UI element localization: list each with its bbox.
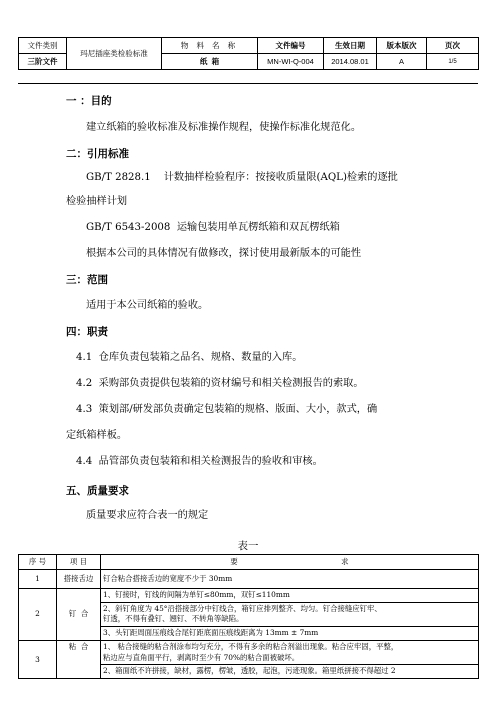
section-3-heading: 三：范围	[66, 274, 108, 286]
effective-date-label: 生效日期	[324, 38, 377, 54]
section-1-heading: 一 ：目的	[66, 95, 112, 107]
section-3-text: 适用于本公司纸箱的验收。	[86, 300, 209, 311]
duty-4-3-cont: 定纸箱样板。	[66, 430, 128, 441]
section-2-heading: 二：引用标准	[66, 148, 129, 160]
row-2-no: 2	[19, 589, 57, 641]
standard-note: 根据本公司的具体情况有做修改，探讨使用最新版本的可能性	[86, 248, 362, 259]
table-row	[19, 589, 479, 603]
standard-gbt2828: GB/T 2828.1 计数抽样检验程序：按接收质量限(AQL)检索的逐批	[86, 172, 398, 183]
header-divider	[18, 83, 478, 84]
section-4-heading: 四：职责	[66, 326, 108, 338]
standard-gbt2828-cont: 检验抽样计划	[66, 196, 128, 207]
row-3-item: 粘 合	[57, 640, 101, 678]
col-header-no: 序 号	[19, 555, 57, 570]
duty-4-4: 4.4 品管部负责包装箱和相关检测报告的验收和审核。	[76, 456, 323, 467]
page-label: 页次	[427, 38, 479, 54]
material-name-value: 纸 箱	[162, 54, 258, 70]
row-3-requirement-1	[101, 640, 479, 664]
row-3-no: 3	[19, 640, 57, 678]
file-category-label: 文件类别	[19, 38, 67, 54]
table-header-row	[19, 555, 479, 570]
table-row	[19, 570, 479, 589]
material-name-label: 物 料 名 称	[162, 38, 258, 54]
standard-gbt6543: GB/T 6543-2008 运输包装用单瓦楞纸箱和双瓦楞纸箱	[86, 222, 340, 233]
doc-number-label: 文件编号	[258, 38, 324, 54]
section-5-text: 质量要求应符合表一的规定	[86, 510, 209, 521]
row-3-requirement-1-line-1: 1、 粘合接缝的粘合剂涂布均匀充分，不得有多余的粘合剂溢出现象。粘合应牢固，平整，	[103, 641, 399, 651]
effective-date-value: 2014.08.01	[324, 54, 377, 70]
row-1-requirement: 钉合粘合搭接舌边的宽度不少于 30mm	[101, 570, 479, 589]
page-value: 1/5	[427, 54, 479, 70]
doc-number-value: MN-WI-Q-004	[258, 54, 324, 70]
row-2-requirement-2-line-2: 钉透，不得有叠钉、翘钉、不转角等缺陷。	[103, 614, 244, 624]
row-2-requirement-2-line-1: 2、斜钉角度为 45°沿搭接部分中钉线合，箱钉应排列整齐、均匀。钉合接缝应钉牢、	[103, 603, 382, 613]
col-header-requirement: 要 求	[101, 555, 479, 570]
row-2-requirement-2	[101, 602, 479, 626]
row-2-item: 钉 合	[57, 589, 101, 641]
row-1-no: 1	[19, 570, 57, 589]
section-5-heading: 五、质量要求	[66, 485, 129, 497]
version-value: A	[377, 54, 427, 70]
file-category-value: 三阶文件	[19, 54, 67, 70]
document-header-table	[18, 37, 479, 70]
table-row	[19, 640, 479, 664]
row-3-requirement-2: 2、箱面纸不许拼接，缺材，露楞，楞皱，透胶，起泡，污迹现象。箱里纸拼接不得超过 2	[101, 665, 479, 679]
row-1-item: 搭接舌边	[57, 570, 101, 589]
duty-4-1: 4.1 仓库负责包装箱之品名、规格、数量的入库。	[76, 352, 303, 363]
document-title: 玛尼插座类检验标准	[67, 38, 162, 70]
version-label: 版本版次	[377, 38, 427, 54]
requirements-table	[18, 554, 479, 679]
section-1-text: 建立纸箱的验收标准及标准操作规程，使操作标准化规范化。	[86, 122, 362, 133]
col-header-item: 项 目	[57, 555, 101, 570]
row-2-requirement-3: 3、头钉距周面压痕线合尾钉距底面压痕线距离为 13mm ± 7mm	[101, 627, 479, 641]
row-3-requirement-1-line-2: 粘边应与直角面平行，剥离时至少有 70%的粘合面被破坏。	[103, 652, 300, 662]
duty-4-3: 4.3 策划部/研发部负责确定包装箱的规格、版面、大小，款式，确	[76, 404, 378, 415]
duty-4-2: 4.2 采购部负责提供包装箱的资材编号和相关检测报告的索取。	[76, 378, 364, 389]
table-caption: 表一	[237, 540, 259, 552]
row-2-requirement-1: 1、钉接时，钉线的间隔为单钉≤80mm，双钉≤110mm	[101, 589, 479, 603]
